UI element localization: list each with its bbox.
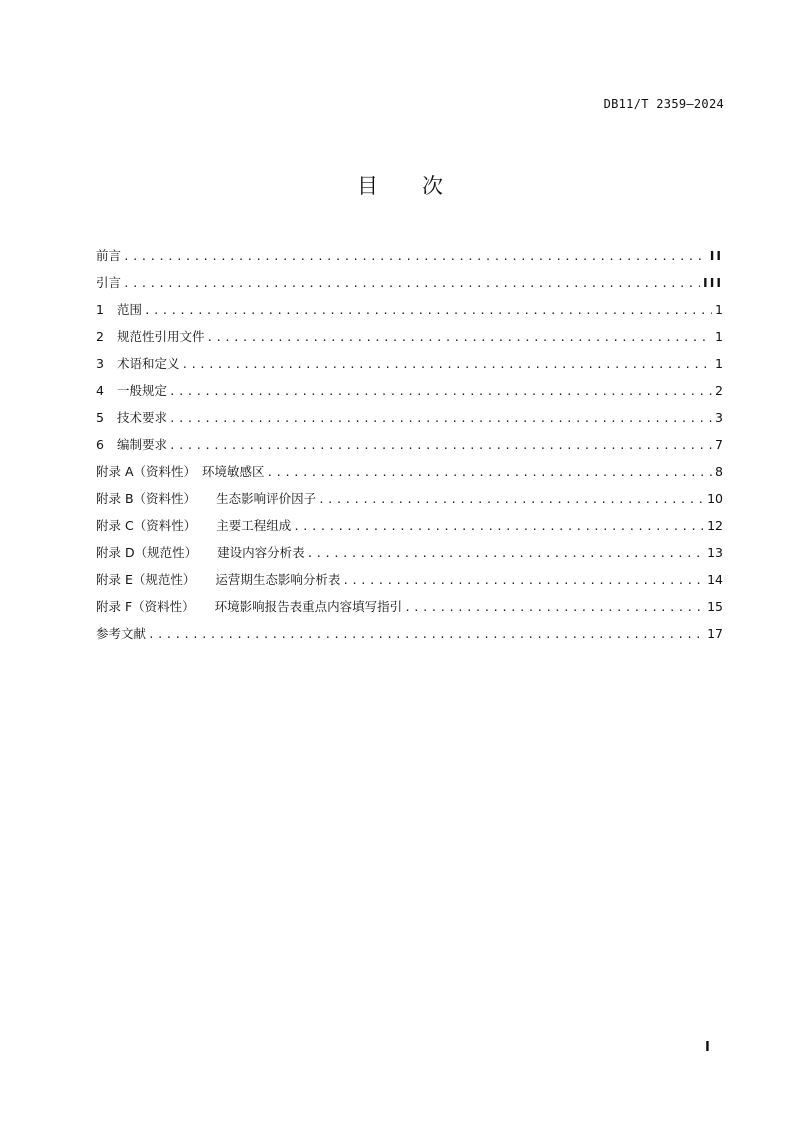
entry-label [96, 458, 265, 485]
dot-leader [318, 486, 704, 513]
toc-entry-section-2[interactable] [96, 323, 723, 350]
dot-leader [267, 459, 713, 486]
entry-title: 一般规定 [117, 383, 168, 398]
entry-label [96, 593, 402, 620]
dot-leader [342, 567, 704, 594]
dot-leader [169, 378, 712, 405]
entry-number: 6 [96, 437, 104, 452]
entry-page: 14 [707, 572, 723, 587]
page-number: I [705, 1040, 710, 1055]
dot-leader [182, 351, 713, 378]
entry-page: 8 [715, 464, 723, 479]
toc-entry-appendix-c[interactable] [96, 512, 723, 539]
toc-entry-appendix-f[interactable] [96, 593, 723, 620]
entry-number: 1 [96, 302, 104, 317]
entry-title: 运营期生态影响分析表 [215, 572, 341, 587]
entry-title: 编制要求 [117, 437, 168, 452]
toc-entry-appendix-e[interactable] [96, 566, 723, 593]
entry-number: 5 [96, 410, 104, 425]
toc-entry-appendix-b[interactable] [96, 485, 723, 512]
entry-page: III [703, 275, 723, 290]
entry-page: II [709, 248, 723, 263]
entry-number: 附录 B（资料性） [96, 491, 197, 506]
toc-entry-introduction[interactable] [96, 269, 723, 296]
dot-leader [293, 513, 704, 540]
entry-label [96, 620, 146, 647]
entry-title: 前言 [96, 248, 122, 263]
entry-title: 规范性引用文件 [117, 329, 205, 344]
entry-page: 15 [707, 599, 723, 614]
entry-label [96, 323, 205, 350]
entry-page: 2 [715, 383, 723, 398]
entry-number: 2 [96, 329, 104, 344]
entry-title: 引言 [96, 275, 122, 290]
entry-label [96, 242, 121, 269]
toc-entry-foreword[interactable] [96, 242, 723, 269]
entry-title: 术语和定义 [117, 356, 180, 371]
toc-entry-bibliography[interactable] [96, 620, 723, 647]
entry-title: 参考文献 [96, 626, 147, 641]
toc-entry-section-4[interactable] [96, 377, 723, 404]
entry-page: 10 [707, 491, 723, 506]
entry-page: 17 [707, 626, 723, 641]
dot-leader [123, 243, 707, 270]
entry-page: 7 [715, 437, 723, 452]
toc-entry-section-1[interactable] [96, 296, 723, 323]
toc-entry-section-6[interactable] [96, 431, 723, 458]
dot-leader [207, 324, 713, 351]
entry-number: 3 [96, 356, 104, 371]
entry-page: 1 [715, 356, 723, 371]
entry-label [96, 377, 167, 404]
entry-title: 主要工程组成 [216, 518, 292, 533]
toc-title: 目次 [357, 174, 487, 198]
entry-label [96, 485, 316, 512]
entry-number: 附录 E（规范性） [96, 572, 196, 587]
toc-entry-appendix-a[interactable] [96, 458, 723, 485]
entry-title: 环境影响报告表重点内容填写指引 [214, 599, 403, 614]
entry-page: 12 [707, 518, 723, 533]
toc-entry-appendix-d[interactable] [96, 539, 723, 566]
entry-number: 附录 C（资料性） [96, 518, 197, 533]
entry-page: 13 [707, 545, 723, 560]
dot-leader [144, 297, 712, 324]
entry-label [96, 566, 340, 593]
entry-number: 4 [96, 383, 104, 398]
dot-leader [148, 621, 704, 648]
dot-leader [404, 594, 704, 621]
entry-label [96, 539, 305, 566]
dot-leader [169, 405, 712, 432]
table-of-contents [96, 242, 723, 647]
entry-title: 生态影响评价因子 [216, 491, 317, 506]
entry-number: 附录 D（规范性） [96, 545, 198, 560]
entry-page: 3 [715, 410, 723, 425]
entry-label [96, 404, 167, 431]
entry-title: 技术要求 [117, 410, 168, 425]
entry-number: 附录 F（资料性） [96, 599, 195, 614]
toc-entry-section-3[interactable] [96, 350, 723, 377]
dot-leader [169, 432, 712, 459]
entry-number: 附录 A（资料性） [96, 464, 197, 479]
entry-page: 1 [715, 302, 723, 317]
entry-page: 1 [715, 329, 723, 344]
dot-leader [123, 270, 700, 297]
entry-title: 建设内容分析表 [217, 545, 305, 560]
dot-leader [307, 540, 704, 567]
entry-label [96, 512, 291, 539]
toc-entry-section-5[interactable] [96, 404, 723, 431]
entry-label [96, 269, 121, 296]
entry-title: 范围 [117, 302, 143, 317]
entry-title: 环境敏感区 [202, 464, 265, 479]
entry-label [96, 350, 180, 377]
document-code: DB11/T 2359—2024 [603, 97, 724, 111]
entry-label [96, 431, 167, 458]
entry-label [96, 296, 142, 323]
